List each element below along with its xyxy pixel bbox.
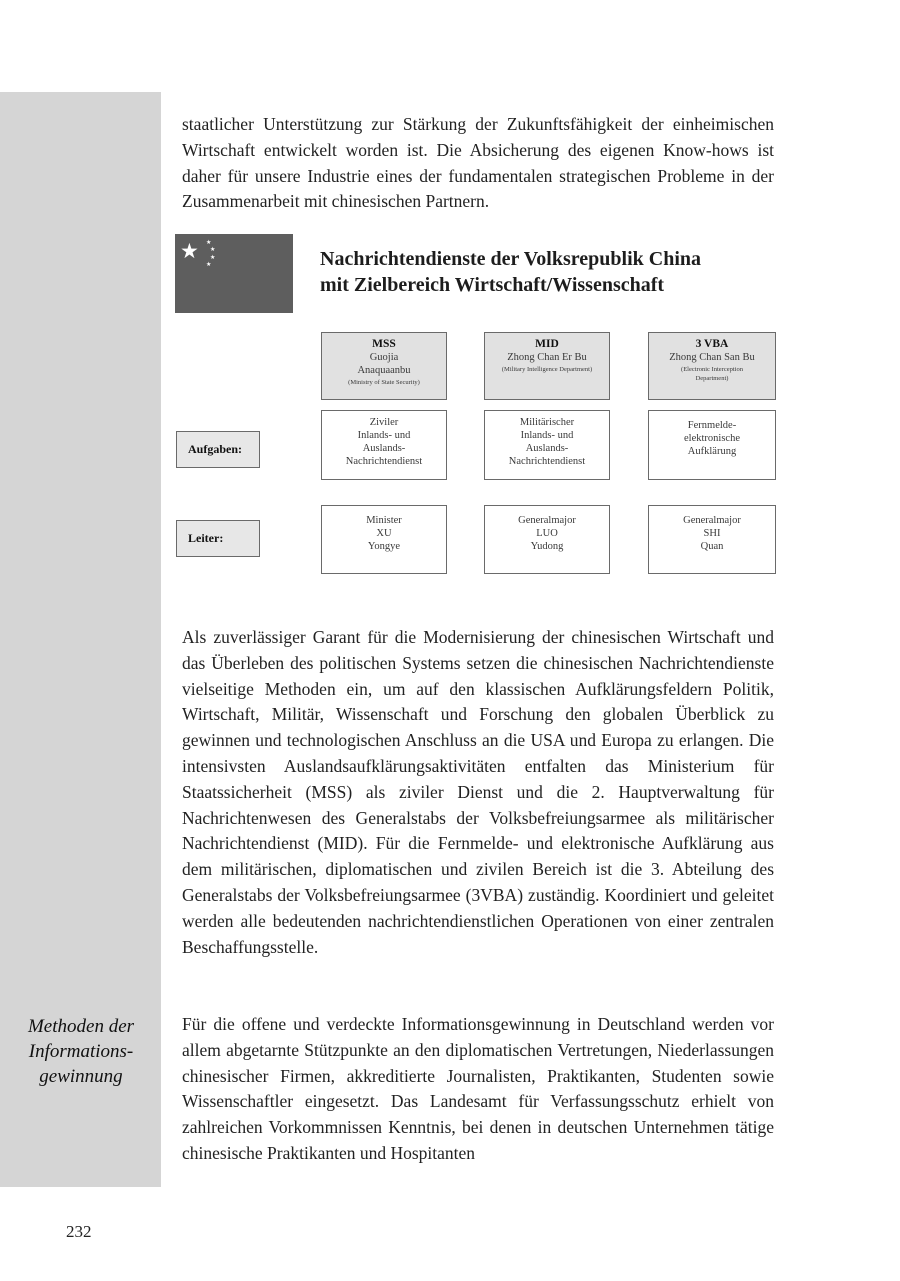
flag-small-star-icon: ★: [206, 239, 212, 246]
intelligence-services-diagram: [173, 232, 783, 582]
task-text: Militärischer Inlands- und Auslands- Nachrichtendienst: [508, 417, 586, 467]
row-label-leaders: Leiter:: [176, 520, 260, 557]
margin-note: Methoden der Informations- gewinnung: [27, 1016, 135, 1087]
flag-star-icon: ★: [180, 239, 199, 263]
leader-box-mid: [484, 505, 610, 574]
china-flag-icon: [175, 234, 293, 313]
service-box-mss: [321, 332, 447, 400]
row-label-tasks: Aufgaben:: [176, 431, 260, 468]
flag-small-star-icon: ★: [210, 246, 216, 253]
task-box-mid: [484, 410, 610, 480]
paragraph-methods: Für die offene und verdeckte Informationsgewinnung in Deutschland werden vor allem abgetarnte Stützpunkte an den diplomatischen Vertretungen, Niederlassungen chinesischer Firmen, akkreditierte Journalisten, Praktikanten, Studenten sowie Wissenschaftler eingesetzt. Das Landesamt für Verfassungsschutz erhielt von zahlreichen Vorkommnissen Kenntnis, bei denen in deutschen Unternehmen tätige chinesische Praktikanten und Hospitanten: [182, 1014, 774, 1163]
flag-small-star-icon: ★: [206, 261, 212, 268]
task-box-mss: [321, 410, 447, 480]
task-text: Fernmelde- elektronische Aufklärung: [684, 420, 740, 457]
service-abbr: 3 VBA: [695, 338, 729, 350]
service-name: Zhong Chan Er Bu: [507, 352, 587, 363]
leader-box-mss: [321, 505, 447, 574]
service-box-mid: [484, 332, 610, 400]
service-name: Zhong Chan San Bu: [669, 352, 755, 363]
flag-small-star-icon: ★: [210, 254, 216, 261]
service-box-3vba: [648, 332, 776, 400]
service-abbr: MID: [535, 338, 559, 350]
service-note: (Electronic Interception Department): [681, 366, 743, 382]
leader-box-3vba: [648, 505, 776, 574]
leader-text: Generalmajor LUO Yudong: [518, 515, 576, 552]
paragraph-intro: staatlicher Unterstützung zur Stärkung der Zukunftsfähigkeit der einheimischen Wirtschaft entwickelt worden ist. Die Absicherung des eigenen Know-hows ist daher für unsere Industrie eines der fundamentalen strategischen Probleme in der Zusammenarbeit mit chinesischen Partnern.: [182, 114, 774, 212]
page-number: 232: [66, 1222, 92, 1241]
service-name: Guojia Anaquaanbu: [357, 352, 411, 376]
paragraph-services: Als zuverlässiger Garant für die Modernisierung der chinesischen Wirtschaft und das Überleben des politischen Systems setzen die chinesischen Nachrichtendienste vielseitige Methoden ein, um auf den klassischen Aufklärungsfeldern Politik, Wirtschaft, Militär, Wissenschaft und Forschung den globalen Überblick zu gewinnen und technologischen Anschluss an die USA und Europa zu erlangen. Die intensivsten Auslandsaufklärungsaktivitäten entfalten das Ministerium für Staatssicherheit (MSS) als ziviler Dienst und die 2. Hauptverwaltung für Nachrichtenwesen des Generalstabs der Volksbefreiungsarmee als militärischer Nachrichtendienst (MID). Für die Fernmelde- und elektronische Aufklärung aus dem militärischen, diplomatischen und zivilen Bereich ist die 3. Abteilung des Generalstabs der Volksbefreiungsarmee (3VBA) zuständig. Koordiniert und geleitet werden alle bedeutenden nachrichtendienstlichen Operationen von einer zentralen Beschaffungsstelle.: [182, 627, 774, 957]
service-abbr: MSS: [372, 338, 396, 350]
task-box-3vba: [648, 410, 776, 480]
leader-text: Minister XU Yongye: [366, 515, 402, 552]
diagram-title: Nachrichtendienste der Volksrepublik China mit Zielbereich Wirtschaft/Wissenschaft: [320, 248, 702, 296]
service-note: (Ministry of State Security): [348, 379, 420, 386]
task-text: Ziviler Inlands- und Auslands- Nachrichtendienst: [345, 417, 423, 467]
leader-text: Generalmajor SHI Quan: [683, 515, 741, 552]
service-note: (Military Intelligence Department): [501, 366, 593, 373]
